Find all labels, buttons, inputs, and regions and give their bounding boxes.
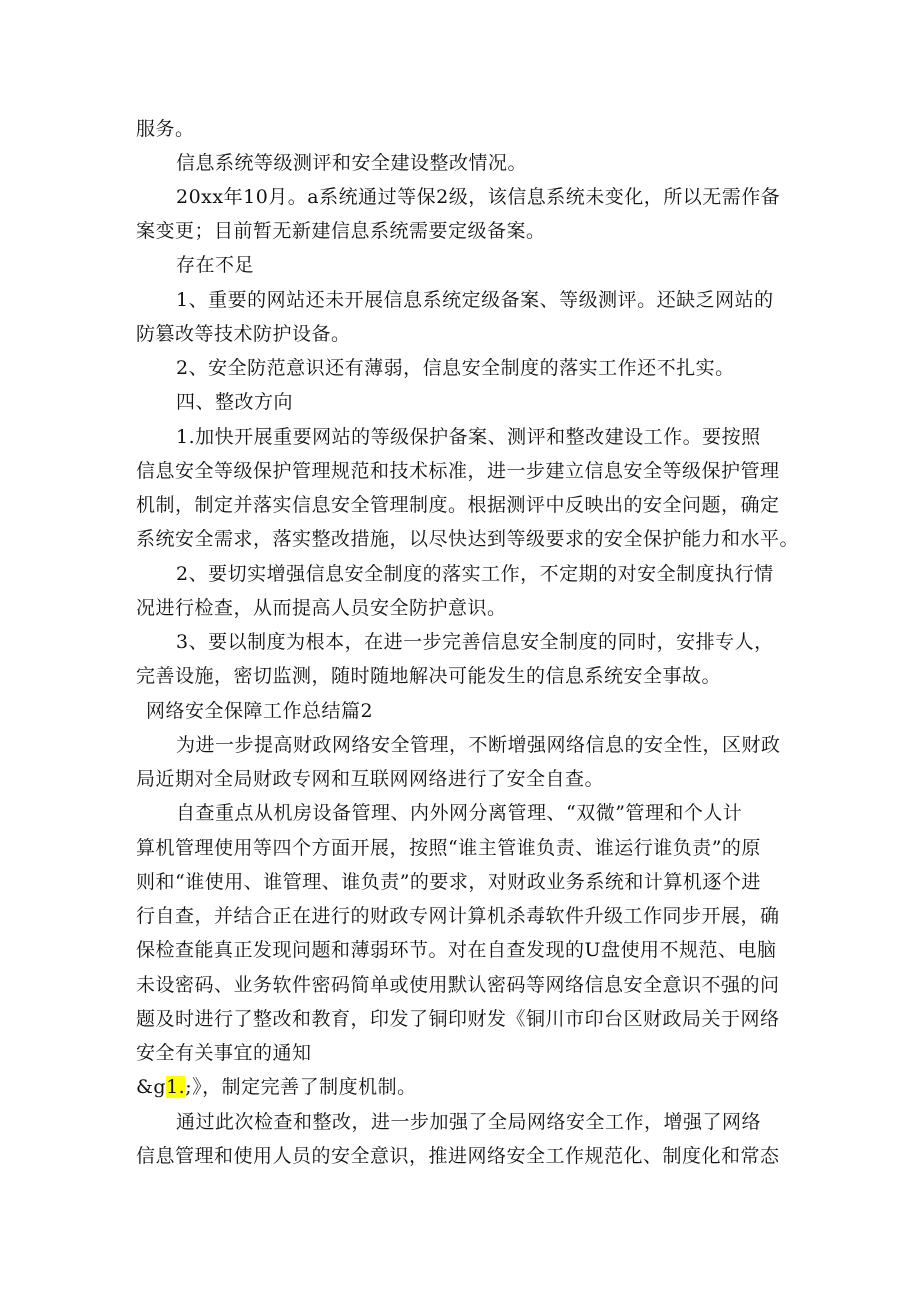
text-line: 1、重要的网站还未开展信息系统定级备案、等级测评。还缺乏网站的 xyxy=(176,289,774,311)
text-line: 2、安全防范意识还有薄弱，信息安全制度的落实工作还不扎实。 xyxy=(176,357,735,379)
text-line: 机制，制定并落实信息安全管理制度。根据测评中反映出的安全问题，确定 xyxy=(136,494,780,516)
text-line: 20xx年10月。a系统通过等保2级，该信息系统未变化，所以无需作备 xyxy=(176,186,781,208)
text-line: 信息系统等级测评和安全建设整改情况。 xyxy=(176,152,528,174)
text-line: 1.加快开展重要网站的等级保护备案、测评和整改建设工作。要按照 xyxy=(176,426,761,448)
text-line: 局近期对全局财政专网和互联网网络进行了安全自查。 xyxy=(136,768,605,790)
text-line: 安全有关事宜的通知 xyxy=(136,1042,312,1064)
text-line: 算机管理使用等四个方面开展，按照“谁主管谁负责、谁运行谁负责”的原 xyxy=(136,837,761,859)
text-line: 保检查能真正发现问题和薄弱环节。对在自查发现的U盘使用不规范、电脑 xyxy=(136,939,777,961)
text-line: 3、要以制度为根本，在进一步完善信息安全制度的同时，安排专人， xyxy=(176,631,774,653)
text-line: 未设密码、业务软件密码简单或使用默认密码等网络信息安全意识不强的问 xyxy=(136,974,780,996)
text-fragment: ;》，制定完善了制度机制。 xyxy=(185,1076,417,1098)
text-line: 则和“谁使用、谁管理、谁负责”的要求，对财政业务系统和计算机逐个进 xyxy=(136,871,761,893)
highlighted-text: 1. xyxy=(166,1076,186,1098)
article-heading: 网络安全保障工作总结篇2 xyxy=(146,700,374,722)
text-line: 为进一步提高财政网络安全管理，不断增强网络信息的安全性，区财政 xyxy=(176,734,781,756)
text-line: 信息管理和使用人员的安全意识，推进网络安全工作规范化、制度化和常态 xyxy=(136,1145,780,1167)
text-line: 题及时进行了整改和教育，印发了铜印财发《铜川市印台区财政局关于网络 xyxy=(136,1008,780,1030)
section-heading: 存在不足 xyxy=(176,254,255,276)
section-heading: 四、整改方向 xyxy=(176,391,294,413)
text-line: 自查重点从机房设备管理、内外网分离管理、“双微”管理和个人计 xyxy=(176,802,743,824)
text-line: 系统安全需求，落实整改措施，以尽快达到等级要求的安全保护能力和水平。 xyxy=(136,528,800,550)
text-line: 案变更；目前暂无新建信息系统需要定级备案。 xyxy=(136,220,546,242)
text-line: 况进行检查，从而提高人员安全防护意识。 xyxy=(136,597,507,619)
text-line: 2、要切实增强信息安全制度的落实工作，不定期的对安全制度执行情 xyxy=(176,563,774,585)
text-line: 行自查，并结合正在进行的财政专网计算机杀毒软件升级工作同步开展，确 xyxy=(136,905,780,927)
text-line: 通过此次检查和整改，进一步加强了全局网络安全工作，增强了网络 xyxy=(176,1111,762,1133)
text-line: 服务。 xyxy=(136,118,195,140)
text-fragment: &g xyxy=(136,1076,167,1098)
text-line: 信息安全等级保护管理规范和技术标准，进一步建立信息安全等级保护管理 xyxy=(136,460,780,482)
text-line-with-highlight xyxy=(136,1074,417,1100)
text-line: 完善设施，密切监测，随时随地解决可能发生的信息系统安全事故。 xyxy=(136,665,722,687)
text-line: 防篡改等技术防护设备。 xyxy=(136,323,351,345)
